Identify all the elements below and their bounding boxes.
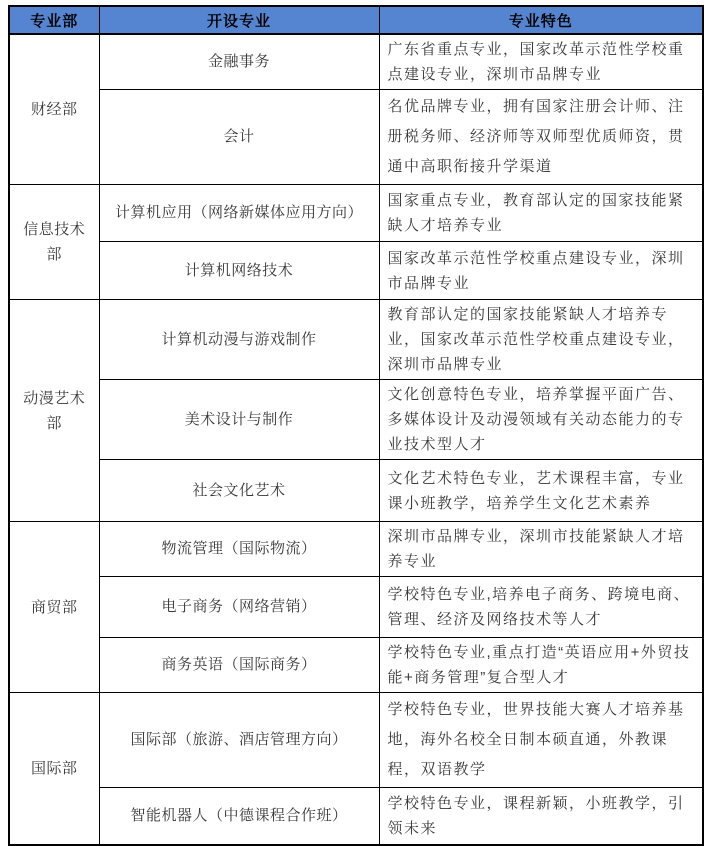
table-row [9, 242, 703, 300]
table-row [9, 300, 703, 380]
department-cell-finance: 财经部 [9, 34, 99, 185]
major-cell: 社会文化艺术 [99, 460, 379, 522]
feature-cell: 学校特色专业，世界技能大赛人才培养基地，海外名校全日制本硕直通，外教课程，双语教学 [379, 693, 703, 788]
major-cell: 金融事务 [99, 34, 379, 90]
feature-cell: 广东省重点专业，国家改革示范性学校重点建设专业，深圳市品牌专业 [379, 34, 703, 90]
feature-cell: 教育部认定的国家技能紧缺人才培养专业，国家改革示范性学校重点建设专业，深圳市品牌专业 [379, 300, 703, 380]
table-row [9, 460, 703, 522]
column-header-department: 专业部 [9, 6, 99, 34]
column-header-feature: 专业特色 [379, 6, 703, 34]
departments-majors-table [8, 5, 704, 846]
major-cell: 会计 [99, 90, 379, 185]
major-cell: 电子商务（网络营销） [99, 577, 379, 638]
column-header-major: 开设专业 [99, 6, 379, 34]
feature-cell: 文化创意特色专业，培养掌握平面广告、多媒体设计及动漫领域有关动态能力的专业技术型人才 [379, 380, 703, 460]
department-cell-international: 国际部 [9, 693, 99, 845]
major-cell: 国际部（旅游、酒店管理方向） [99, 693, 379, 788]
table-row [9, 577, 703, 638]
major-cell: 计算机动漫与游戏制作 [99, 300, 379, 380]
table-row [9, 638, 703, 693]
table-row [9, 522, 703, 577]
major-cell: 智能机器人（中德课程合作班） [99, 788, 379, 845]
feature-cell: 学校特色专业，课程新颖，小班教学，引领未来 [379, 788, 703, 845]
feature-cell: 名优品牌专业，拥有国家注册会计师、注册税务师、经济师等双师型优质师资，贯通中高职衔接升学渠道 [379, 90, 703, 185]
feature-cell: 国家改革示范性学校重点建设专业，深圳市品牌专业 [379, 242, 703, 300]
department-cell-it: 信息技术部 [9, 185, 99, 300]
table-row [9, 90, 703, 185]
table-row [9, 34, 703, 90]
feature-cell: 深圳市品牌专业，深圳市技能紧缺人才培养专业 [379, 522, 703, 577]
table-row [9, 185, 703, 242]
feature-cell: 国家重点专业，教育部认定的国家技能紧缺人才培养专业 [379, 185, 703, 242]
table-row [9, 693, 703, 788]
table-row [9, 380, 703, 460]
major-cell: 美术设计与制作 [99, 380, 379, 460]
feature-cell: 学校特色专业,培养电子商务、跨境电商、管理、经济及网络技术等人才 [379, 577, 703, 638]
major-cell: 计算机网络技术 [99, 242, 379, 300]
major-cell: 商务英语（国际商务） [99, 638, 379, 693]
department-cell-animation-art: 动漫艺术部 [9, 300, 99, 522]
major-cell: 计算机应用（网络新媒体应用方向） [99, 185, 379, 242]
major-cell: 物流管理（国际物流） [99, 522, 379, 577]
department-cell-commerce: 商贸部 [9, 522, 99, 693]
table-row [9, 788, 703, 845]
table-header-row [9, 6, 703, 34]
feature-cell: 文化艺术特色专业，艺术课程丰富，专业课小班教学，培养学生文化艺术素养 [379, 460, 703, 522]
feature-cell: 学校特色专业,重点打造“英语应用+外贸技能+商务管理”复合型人才 [379, 638, 703, 693]
